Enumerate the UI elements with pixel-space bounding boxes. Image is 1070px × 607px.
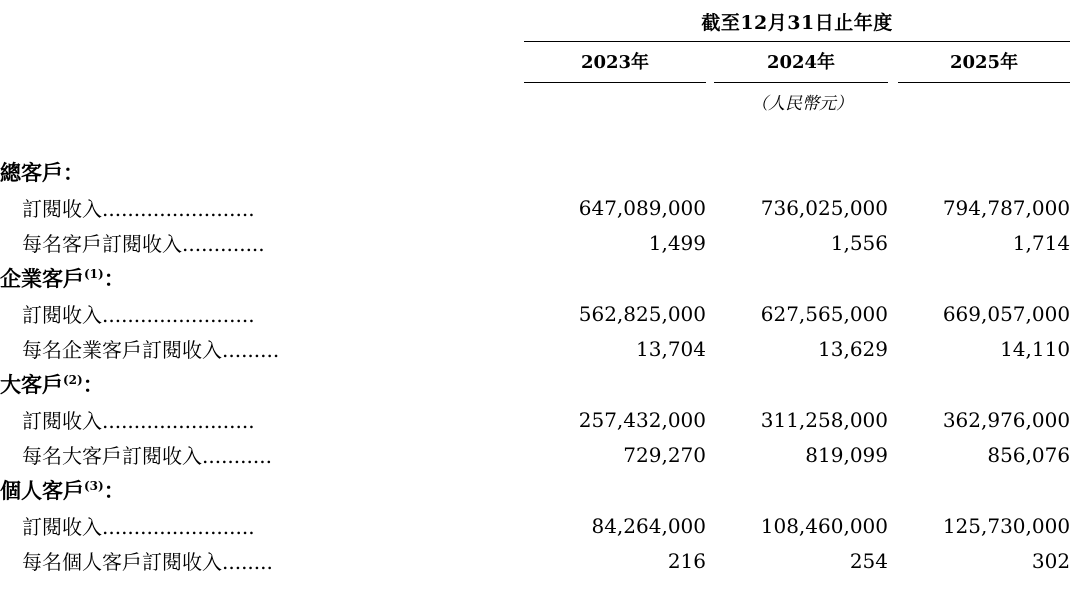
row-value-2025: 362,976,000 bbox=[942, 407, 1070, 432]
row-label-text: 每名個人客戶訂閱收入 bbox=[22, 550, 222, 574]
cell-gap bbox=[888, 437, 898, 472]
cell-gap bbox=[706, 331, 714, 366]
years-spacer bbox=[0, 42, 524, 83]
row-value-2024: 819,099 bbox=[805, 442, 888, 467]
row-label bbox=[0, 331, 524, 366]
row-label bbox=[0, 508, 524, 543]
row-value-2023: 647,089,000 bbox=[578, 195, 706, 220]
period-title: 截至12月31日止年度 bbox=[701, 12, 893, 34]
cell-gap bbox=[706, 402, 714, 437]
table-row bbox=[0, 190, 1070, 225]
cell-gap bbox=[888, 296, 898, 331]
table-row bbox=[0, 225, 1070, 260]
currency-note: （人民幣元） bbox=[751, 94, 853, 114]
row-value-2024: 13,629 bbox=[818, 336, 888, 361]
group-label-text: 大客戶 bbox=[0, 372, 63, 397]
row-value-2024: 108,460,000 bbox=[760, 513, 888, 538]
table-header-years-row bbox=[0, 42, 1070, 83]
group-label-individual-customers bbox=[0, 472, 1070, 508]
group-label-suffix: ： bbox=[103, 266, 125, 291]
row-value-2023: 84,264,000 bbox=[591, 513, 706, 538]
currency-note-row bbox=[0, 83, 1070, 119]
cell-gap bbox=[706, 225, 714, 260]
group-label-text: 個人客戶 bbox=[0, 478, 84, 503]
leader-dots: ......... bbox=[222, 338, 280, 362]
table-header-period-row bbox=[0, 0, 1070, 41]
leader-dots: ........................ bbox=[102, 197, 255, 221]
group-label-suffix: ： bbox=[103, 478, 125, 503]
row-value-2025: 14,110 bbox=[1000, 336, 1070, 361]
row-label bbox=[0, 190, 524, 225]
row-value-2024: 736,025,000 bbox=[760, 195, 888, 220]
row-value-2025: 302 bbox=[1031, 548, 1070, 573]
table-row bbox=[0, 437, 1070, 472]
table-row bbox=[0, 402, 1070, 437]
section-spacer bbox=[0, 118, 1070, 154]
row-value-2025: 1,714 bbox=[1012, 230, 1070, 255]
row-value-2023: 1,499 bbox=[648, 230, 706, 255]
row-label-text: 每名企業客戶訂閱收入 bbox=[22, 338, 222, 362]
cell-gap bbox=[888, 190, 898, 225]
table-row bbox=[0, 331, 1070, 366]
row-value-2023: 257,432,000 bbox=[578, 407, 706, 432]
group-label-suffix: ： bbox=[82, 372, 104, 397]
leader-dots: ........... bbox=[202, 444, 272, 468]
column-header-year-2024: 2024年 bbox=[714, 42, 888, 83]
table-row bbox=[0, 296, 1070, 331]
row-value-2023: 729,270 bbox=[623, 442, 706, 467]
group-heading-row bbox=[0, 260, 1070, 296]
row-label-text: 訂閱收入 bbox=[22, 197, 102, 221]
group-heading-row bbox=[0, 154, 1070, 190]
cell-gap bbox=[706, 543, 714, 578]
group-label-key-customers bbox=[0, 366, 1070, 402]
row-label bbox=[0, 543, 524, 578]
header-spacer bbox=[0, 0, 524, 41]
cell-gap bbox=[706, 508, 714, 543]
cell-gap bbox=[706, 190, 714, 225]
group-label-total-customers: 總客戶： bbox=[0, 160, 84, 185]
row-label-text: 訂閱收入 bbox=[22, 515, 102, 539]
cell-gap bbox=[888, 402, 898, 437]
row-label-text: 每名客戶訂閱收入 bbox=[22, 232, 182, 256]
row-value-2025: 856,076 bbox=[987, 442, 1070, 467]
row-label bbox=[0, 225, 524, 260]
row-label bbox=[0, 437, 524, 472]
group-heading-row bbox=[0, 472, 1070, 508]
cell-gap bbox=[888, 508, 898, 543]
column-header-year-2023: 2023年 bbox=[524, 42, 706, 83]
spacer-cell bbox=[0, 118, 1070, 154]
row-value-2024: 311,258,000 bbox=[760, 407, 888, 432]
row-label bbox=[0, 402, 524, 437]
currency-gap-right bbox=[898, 83, 1070, 119]
leader-dots: ........................ bbox=[102, 303, 255, 327]
cell-gap bbox=[888, 543, 898, 578]
years-gap-1 bbox=[706, 42, 714, 83]
column-header-year-2025: 2025年 bbox=[898, 42, 1070, 83]
row-value-2023: 216 bbox=[667, 548, 706, 573]
leader-dots: ........................ bbox=[102, 515, 255, 539]
leader-dots: ........................ bbox=[102, 409, 255, 433]
leader-dots: ............. bbox=[182, 232, 265, 256]
row-value-2025: 669,057,000 bbox=[942, 301, 1070, 326]
footnote-marker: (1) bbox=[84, 267, 104, 281]
footnote-marker: (2) bbox=[63, 373, 83, 387]
cell-gap bbox=[706, 437, 714, 472]
group-label-text: 企業客戶 bbox=[0, 266, 84, 291]
cell-gap bbox=[888, 331, 898, 366]
table-row bbox=[0, 508, 1070, 543]
table-row bbox=[0, 543, 1070, 578]
group-heading-row bbox=[0, 366, 1070, 402]
row-value-2025: 125,730,000 bbox=[942, 513, 1070, 538]
row-value-2023: 13,704 bbox=[636, 336, 706, 361]
footnote-marker: (3) bbox=[84, 479, 104, 493]
row-value-2024: 1,556 bbox=[830, 230, 888, 255]
leader-dots: ........ bbox=[222, 550, 273, 574]
row-label-text: 訂閱收入 bbox=[22, 409, 102, 433]
years-gap-2 bbox=[888, 42, 898, 83]
group-label-enterprise-customers bbox=[0, 260, 1070, 296]
row-value-2024: 254 bbox=[849, 548, 888, 573]
row-value-2025: 794,787,000 bbox=[942, 195, 1070, 220]
currency-spacer bbox=[0, 83, 524, 119]
currency-gap-left bbox=[524, 83, 706, 119]
row-value-2024: 627,565,000 bbox=[760, 301, 888, 326]
cell-gap bbox=[706, 296, 714, 331]
row-label bbox=[0, 296, 524, 331]
row-label-text: 每名大客戶訂閱收入 bbox=[22, 444, 202, 468]
row-value-2023: 562,825,000 bbox=[578, 301, 706, 326]
cell-gap bbox=[888, 225, 898, 260]
row-label-text: 訂閱收入 bbox=[22, 303, 102, 327]
